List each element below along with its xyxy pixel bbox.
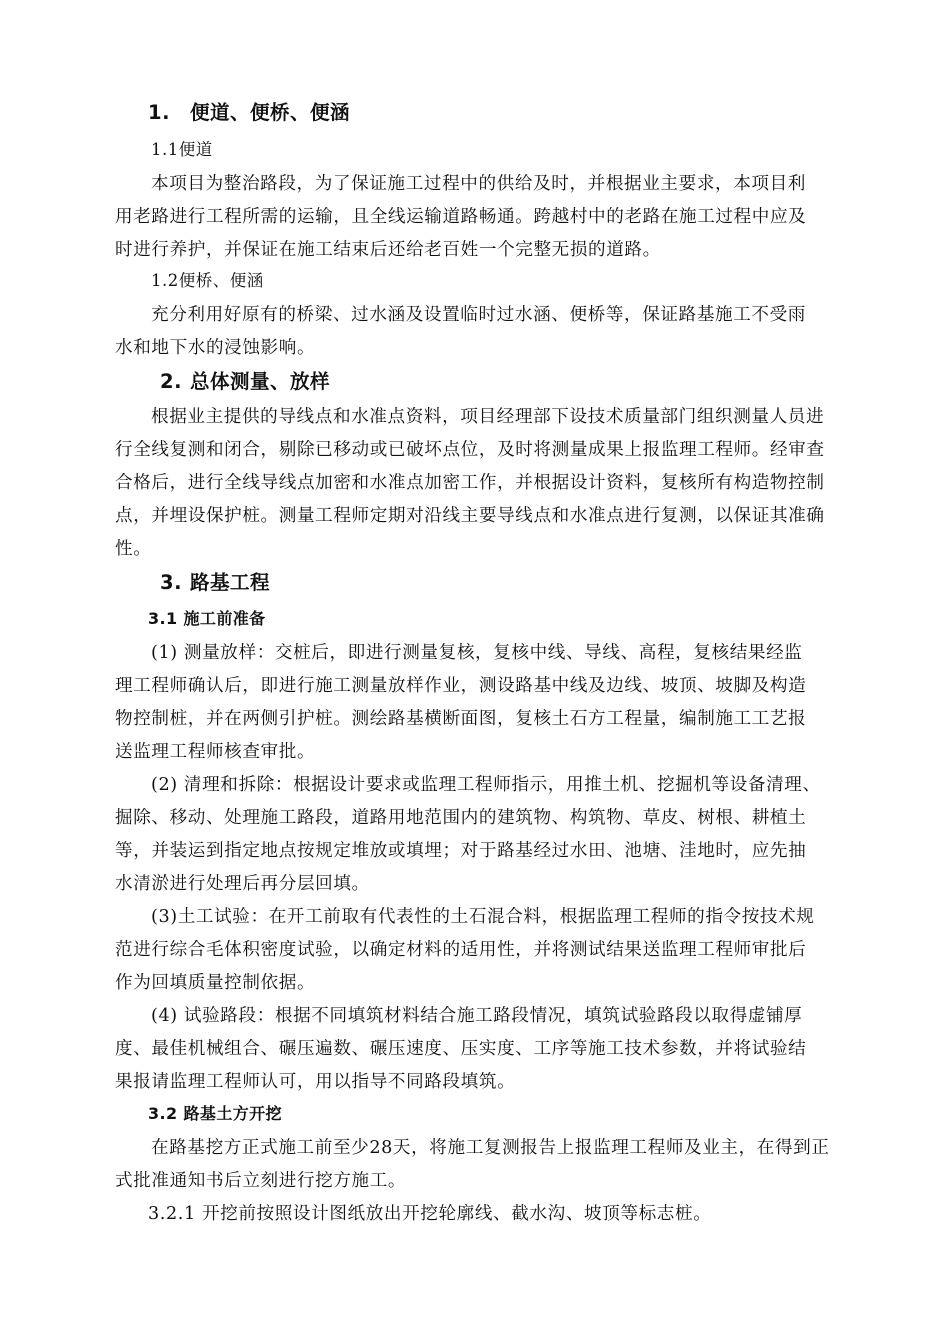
paragraph-line: 点，并埋设保护桩。测量工程师定期对沿线主要导线点和水准点进行复测，以保证其准确 (115, 506, 825, 526)
paragraph-line: 行全线复测和闭合，剔除已移动或已破坏点位，及时将测量成果上报监理工程师。经审查 (115, 440, 825, 460)
section-3-heading (160, 570, 270, 596)
section-3-title: 路基工程 (190, 571, 271, 594)
section-1-heading (148, 100, 350, 126)
paragraph-line: 等，并装运到指定地点按规定堆放或填埋；对于路基经过水田、池塘、洼地时，应先抽 (115, 841, 807, 861)
section-1-title: 便道、便桥、便涵 (190, 101, 351, 124)
paragraph-line: 度、最佳机械组合、碾压遍数、碾压速度、压实度、工序等施工技术参数，并将试验结 (115, 1039, 807, 1059)
paragraph-line: 作为回填质量控制依据。 (115, 973, 316, 993)
subsection-1-1-heading: 1.1便道 (151, 140, 213, 159)
paragraph-line: 果报请监理工程师认可，用以指导不同路段填筑。 (115, 1072, 516, 1092)
paragraph-line: (4) 试验路段：根据不同填筑材料结合施工路段情况，填筑试验路段以取得虚铺厚 (151, 1006, 803, 1026)
subsection-3-1-heading: 3.1 施工前准备 (148, 609, 266, 628)
section-2-number: 2. (160, 370, 182, 393)
paragraph-line: 合格后，进行全线导线点加密和水准点加密工作，并根据设计资料，复核所有构造物控制 (115, 473, 825, 493)
paragraph-line: 3.2.1 开挖前按照设计图纸放出开挖轮廓线、截水沟、坡顶等标志桩。 (148, 1204, 712, 1224)
paragraph-line: 范进行综合毛体积密度试验，以确定材料的适用性，并将测试结果送监理工程师审批后 (115, 940, 807, 960)
paragraph-line: 时进行养护，并保证在施工结束后还给老百姓一个完整无损的道路。 (115, 240, 661, 260)
subsection-1-2-heading: 1.2便桥、便涵 (151, 271, 264, 290)
paragraph-line: 理工程师确认后，即进行施工测量放样作业，测设路基中线及边线、坡顶、坡脚及构造 (115, 676, 807, 696)
subsection-3-2-heading: 3.2 路基土方开挖 (148, 1104, 282, 1123)
paragraph-line: 性。 (115, 539, 152, 559)
paragraph-line: 在路基挖方正式施工前至少28天，将施工复测报告上报监理工程师及业主，在得到正 (151, 1138, 830, 1158)
paragraph-line: (1) 测量放样：交桩后，即进行测量复核，复核中线、导线、高程，复核结果经监 (151, 643, 803, 663)
section-2-heading (160, 369, 330, 395)
paragraph-line: 掘除、移动、处理施工路段，道路用地范围内的建筑物、构筑物、草皮、树根、耕植土 (115, 808, 807, 828)
paragraph-line: (2) 清理和拆除：根据设计要求或监理工程师指示，用推土机、挖掘机等设备清理、 (151, 775, 821, 795)
paragraph-line: (3)土工试验：在开工前取有代表性的土石混合料，根据监理工程师的指令按技术规 (151, 907, 815, 927)
section-1-number: 1. (148, 101, 170, 124)
paragraph-line: 送监理工程师核查审批。 (115, 742, 316, 762)
paragraph-line: 本项目为整治路段，为了保证施工过程中的供给及时，并根据业主要求，本项目利 (151, 174, 806, 194)
paragraph-line: 水和地下水的浸蚀影响。 (115, 338, 316, 358)
paragraph-line: 充分利用好原有的桥梁、过水涵及设置临时过水涵、便桥等，保证路基施工不受雨 (151, 305, 806, 325)
paragraph-line: 式批准通知书后立刻进行挖方施工。 (115, 1171, 407, 1191)
section-2-title: 总体测量、放样 (190, 370, 331, 393)
section-3-number: 3. (160, 571, 182, 594)
paragraph-line: 用老路进行工程所需的运输，且全线运输道路畅通。跨越村中的老路在施工过程中应及 (115, 207, 807, 227)
paragraph-line: 根据业主提供的导线点和水准点资料，项目经理部下设技术质量部门组织测量人员进 (151, 407, 825, 427)
paragraph-line: 水清淤进行处理后再分层回填。 (115, 874, 370, 894)
paragraph-line: 物控制桩，并在两侧引护桩。测绘路基横断面图，复核土石方工程量，编制施工工艺报 (115, 709, 807, 729)
